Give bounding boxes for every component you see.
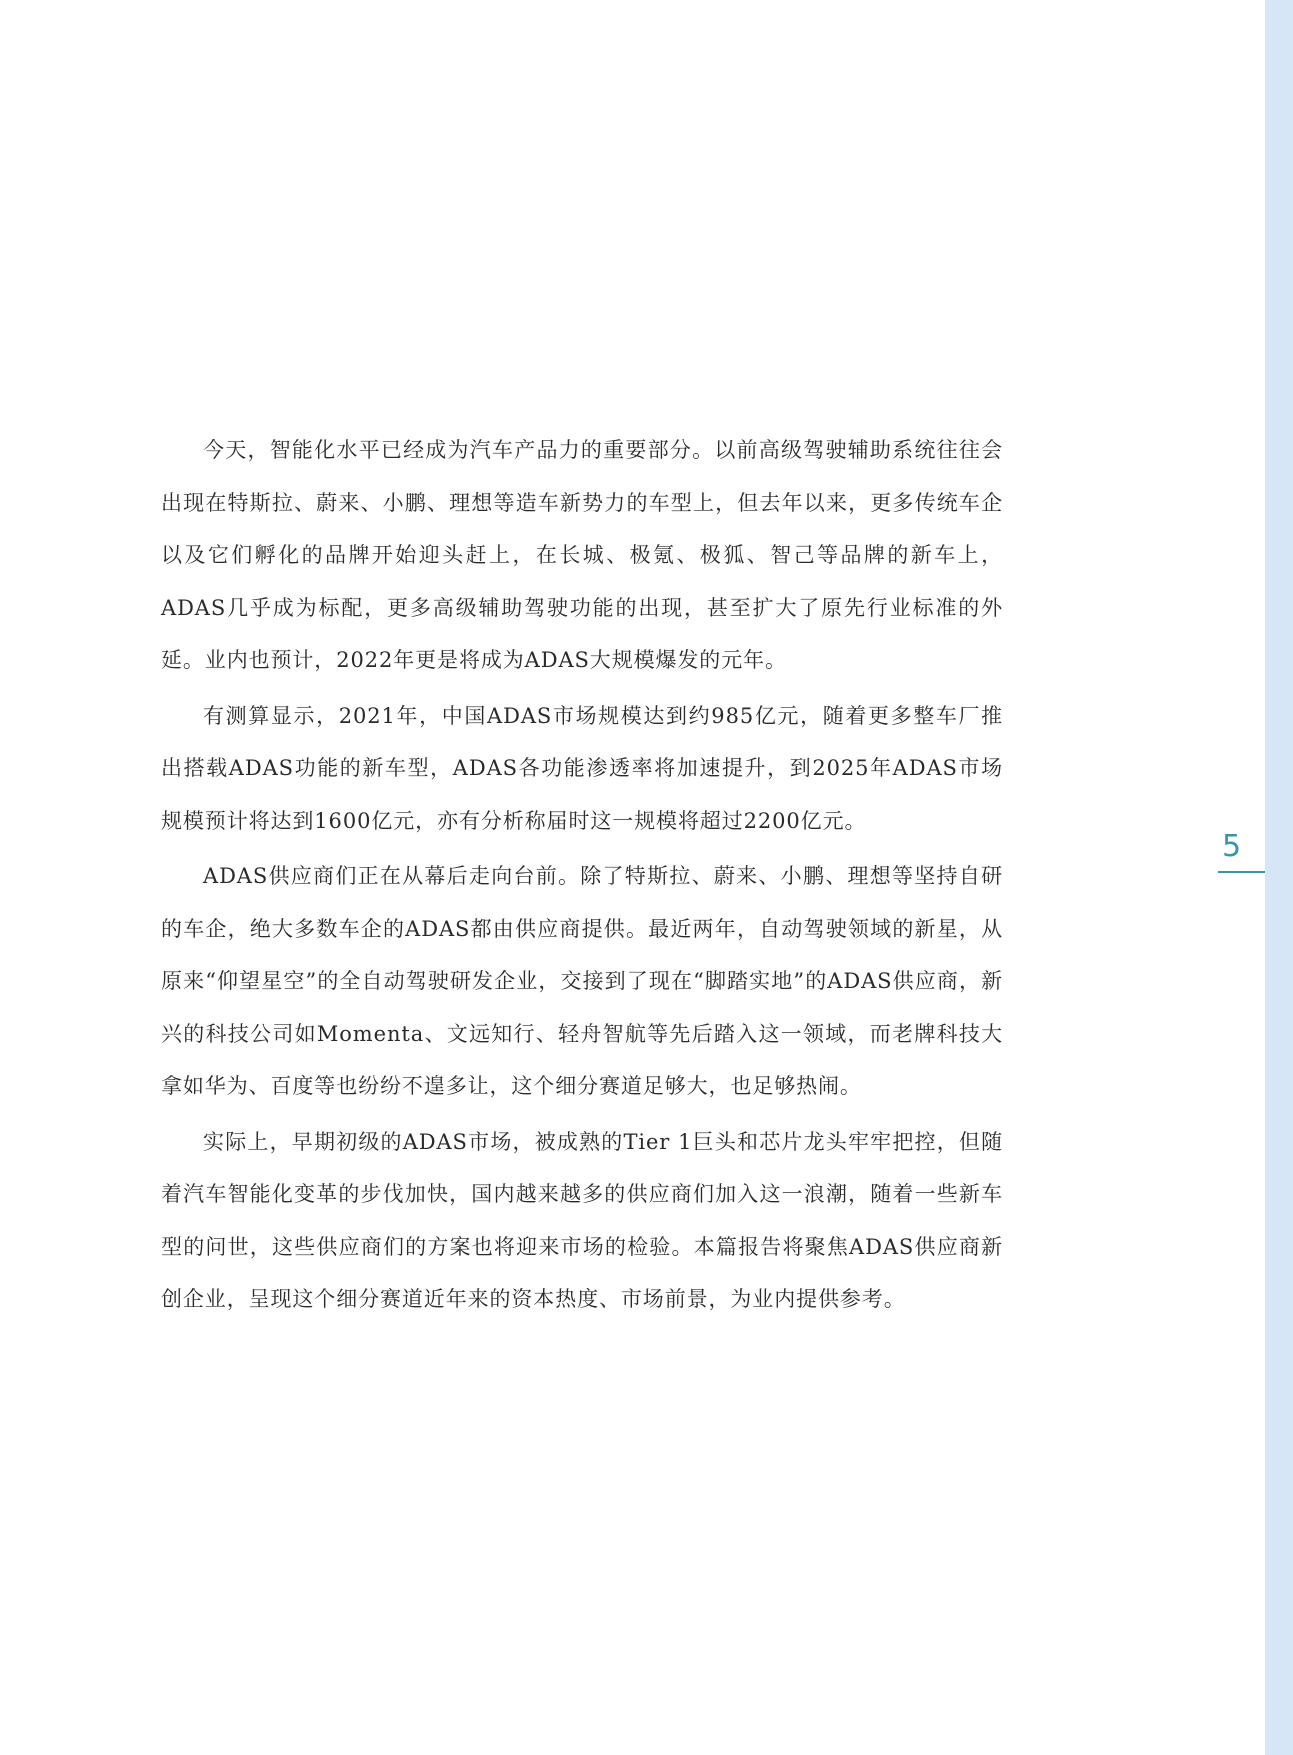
paragraph-1: 今天，智能化水平已经成为汽车产品力的重要部分。以前高级驾驶辅助系统往往会出现在特斯拉、蔚来、小鹏、理想等造车新势力的车型上，但去年以来，更多传统车企以及它们孵化的品牌开始迎头赶上，在长城、极氪、极狐、智己等品牌的新车上，ADAS几乎成为标配，更多高级辅助驾驶功能的出现，甚至扩大了原先行业标准的外延。业内也预计，2022年更是将成为ADAS大规模爆发的元年。 (161, 438, 1003, 672)
paragraph-3: ADAS供应商们正在从幕后走向台前。除了特斯拉、蔚来、小鹏、理想等坚持自研的车企，绝大多数车企的ADAS都由供应商提供。最近两年，自动驾驶领域的新星，从原来“仰望星空”的全自动驾驶研发企业，交接到了现在“脚踏实地”的ADAS供应商，新兴的科技公司如Momenta、文远知行、轻舟智航等先后踏入这一领域，而老牌科技大拿如华为、百度等也纷纷不遑多让，这个细分赛道足够大，也足够热闹。 (161, 864, 1003, 1098)
paragraph-4: 实际上，早期初级的ADAS市场，被成熟的Tier 1巨头和芯片龙头牢牢把控，但随着汽车智能化变革的步伐加快，国内越来越多的供应商们加入这一浪潮，随着一些新车型的问世，这些供应商们的方案也将迎来市场的检验。本篇报告将聚焦ADAS供应商新创企业，呈现这个细分赛道近年来的资本热度、市场前景，为业内提供参考。 (161, 1129, 1003, 1311)
page-number-rule (1218, 871, 1265, 873)
body-text (161, 424, 1003, 1329)
side-color-strip (1265, 0, 1293, 1755)
page-number: 5 (1222, 829, 1242, 864)
paragraph-2: 有测算显示，2021年，中国ADAS市场规模达到约985亿元，随着更多整车厂推出搭载ADAS功能的新车型，ADAS各功能渗透率将加速提升，到2025年ADAS市场规模预计将达到1600亿元，亦有分析称届时这一规模将超过2200亿元。 (161, 703, 1003, 833)
